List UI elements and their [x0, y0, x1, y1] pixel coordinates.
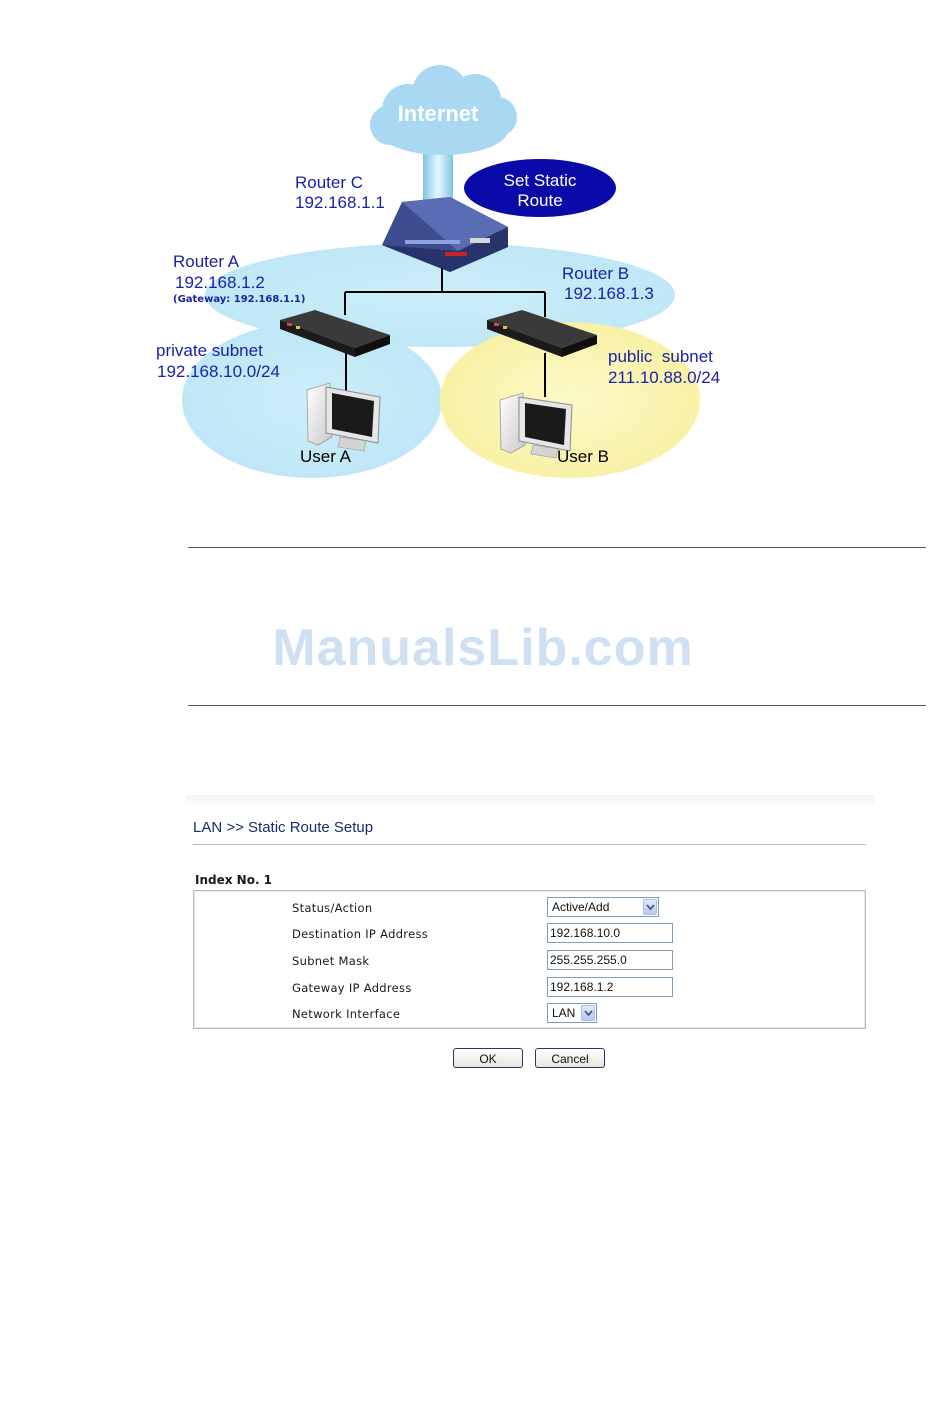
- internet-cloud: [370, 65, 517, 155]
- divider-top: [188, 547, 926, 548]
- subnet-mask-label: Subnet Mask: [292, 954, 370, 968]
- callout-line-1: Set Static: [503, 171, 577, 190]
- status-action-value: Active/Add: [552, 900, 610, 914]
- divider-bottom: [188, 705, 926, 706]
- router-c-ip: 192.168.1.1: [295, 193, 385, 212]
- user-b-label: User B: [557, 447, 609, 466]
- network-interface-value: LAN: [552, 1006, 576, 1020]
- chevron-down-icon[interactable]: [581, 1005, 595, 1021]
- router-b-ip: 192.168.1.3: [564, 284, 654, 303]
- destination-ip-input[interactable]: 192.168.10.0: [547, 923, 673, 943]
- gateway-ip-row: [194, 977, 865, 1001]
- public-subnet-cidr: 211.10.88.0/24: [608, 368, 721, 387]
- private-subnet-cidr: 192.168.10.0/24: [157, 362, 280, 381]
- router-b-name: Router B: [562, 264, 630, 283]
- gateway-ip-input[interactable]: 192.168.1.2: [547, 977, 673, 997]
- private-subnet-name: private subnet: [156, 341, 263, 360]
- route-form: [193, 890, 866, 1029]
- network-interface-label: Network Interface: [292, 1007, 401, 1021]
- cancel-button[interactable]: Cancel: [535, 1048, 605, 1068]
- panel-top-shade: [185, 795, 875, 807]
- chevron-down-icon[interactable]: [643, 899, 657, 915]
- destination-ip-label: Destination IP Address: [292, 927, 429, 941]
- static-route-setup-panel: [185, 795, 875, 1085]
- subnet-mask-input[interactable]: 255.255.255.0: [547, 950, 673, 970]
- public-subnet-name: public subnet: [608, 347, 713, 366]
- status-action-select[interactable]: [547, 897, 659, 917]
- status-action-label: Status/Action: [292, 901, 373, 915]
- network-interface-row: [194, 1003, 865, 1027]
- ok-button[interactable]: OK: [453, 1048, 523, 1068]
- network-diagram: [140, 55, 760, 480]
- internet-label: Internet: [397, 101, 479, 126]
- router-a-name: Router A: [173, 252, 240, 271]
- set-static-route-callout: [464, 159, 616, 217]
- router-a-ip: 192.168.1.2: [175, 273, 265, 292]
- destination-ip-row: [194, 923, 865, 947]
- subnet-mask-row: [194, 950, 865, 974]
- page-title: LAN >> Static Route Setup: [193, 819, 374, 836]
- title-divider: [193, 844, 866, 845]
- callout-line-2: Route: [517, 191, 563, 210]
- router-a-gateway: (Gateway: 192.168.1.1): [173, 294, 306, 305]
- gateway-ip-label: Gateway IP Address: [292, 981, 412, 995]
- network-interface-select[interactable]: [547, 1003, 597, 1023]
- index-label: Index No. 1: [195, 873, 273, 887]
- router-c-name: Router C: [295, 173, 364, 192]
- user-a-label: User A: [300, 447, 352, 466]
- status-action-row: [194, 897, 865, 921]
- watermark: ManualsLib.com: [272, 619, 694, 677]
